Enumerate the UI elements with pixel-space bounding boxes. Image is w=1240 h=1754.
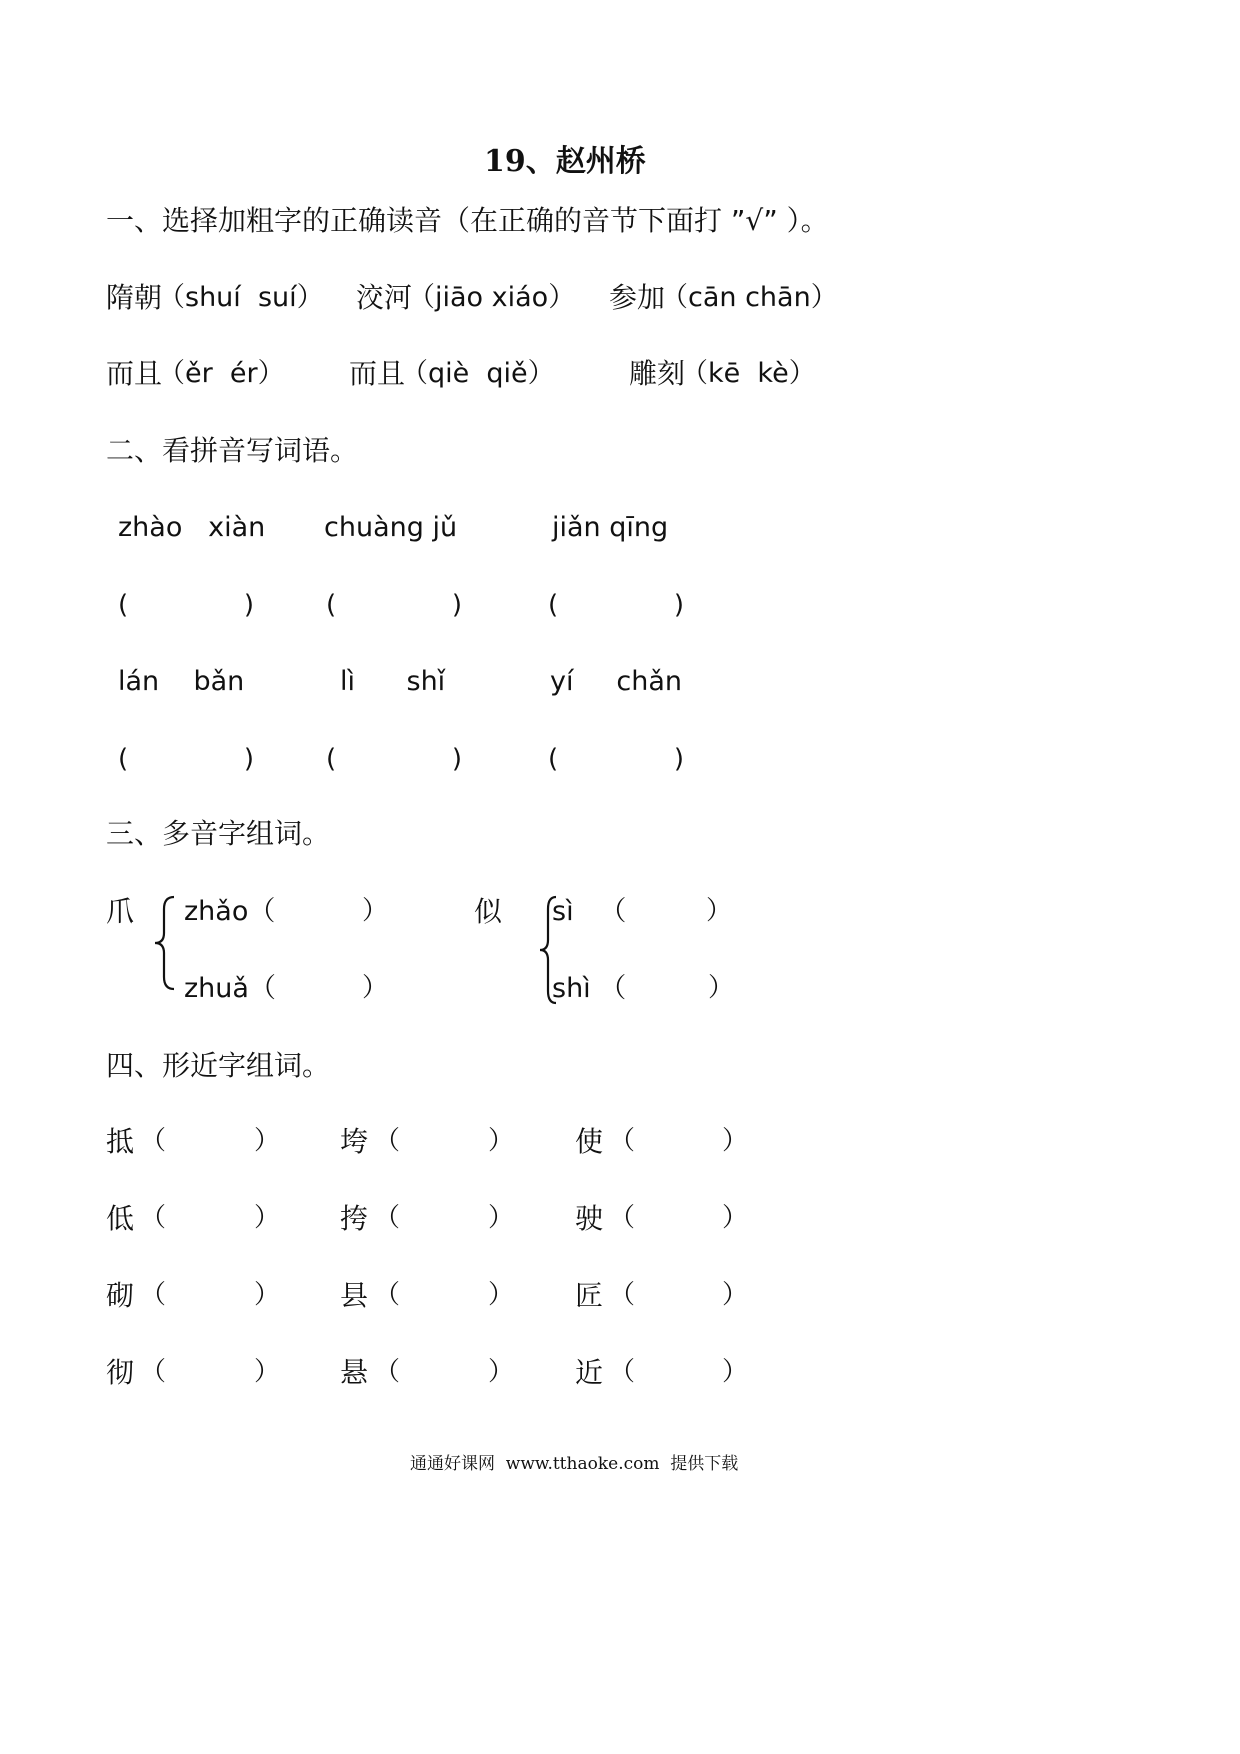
answer-blank-open[interactable]: （: [609, 1280, 636, 1310]
q1-word: 隋朝: [106, 281, 163, 314]
q1-options: （kē kè）: [681, 358, 816, 389]
q1-options: （ěr ér）: [158, 358, 285, 389]
similar-char: 匠: [575, 1279, 604, 1312]
answer-blank-open[interactable]: （: [140, 1126, 167, 1156]
answer-blank-open[interactable]: （: [140, 1357, 167, 1387]
answer-blank-close[interactable]: ）: [706, 896, 733, 926]
answer-blank[interactable]: ( ): [326, 590, 462, 620]
q1-word: 参加: [609, 281, 666, 314]
q1-options: （jiāo xiáo）: [408, 282, 576, 313]
pinyin-item: jiǎn qīng: [552, 512, 669, 543]
q1-word: 雕刻: [629, 357, 686, 390]
answer-blank-open[interactable]: （: [609, 1203, 636, 1233]
answer-blank-close[interactable]: ）: [488, 1126, 515, 1156]
reading-label: shì （: [552, 973, 627, 1004]
answer-blank-close[interactable]: ）: [488, 1203, 515, 1233]
answer-blank-open[interactable]: （: [374, 1280, 401, 1310]
q1-word: 洨河: [356, 281, 413, 314]
answer-blank-open[interactable]: （: [374, 1203, 401, 1233]
q1-options: （shuí suí）: [158, 282, 324, 313]
pinyin-item: yí chǎn: [550, 666, 683, 697]
pinyin-item: lì shǐ: [340, 666, 446, 697]
answer-blank-close[interactable]: ）: [722, 1203, 749, 1233]
similar-char: 近: [575, 1356, 604, 1389]
reading-label: zhuǎ（: [184, 973, 276, 1004]
page-title: 19、赵州桥: [484, 144, 646, 179]
answer-blank-close[interactable]: ）: [488, 1357, 515, 1387]
answer-blank[interactable]: ( ): [118, 590, 254, 620]
answer-blank[interactable]: ( ): [118, 744, 254, 774]
answer-blank-close[interactable]: ）: [722, 1280, 749, 1310]
similar-char: 驶: [575, 1202, 604, 1235]
answer-blank-close[interactable]: ）: [722, 1126, 749, 1156]
similar-char: 砌: [106, 1279, 135, 1312]
answer-blank-open[interactable]: （: [609, 1126, 636, 1156]
q1-word: 而且: [106, 357, 163, 390]
section-4-heading: 四、形近字组词。: [106, 1049, 331, 1082]
polyphone-char: 爪: [106, 895, 135, 928]
answer-blank-close[interactable]: ）: [362, 973, 389, 1003]
similar-char: 彻: [106, 1356, 135, 1389]
section-1-heading: 一、选择加粗字的正确读音（在正确的音节下面打 ”√” ）。: [106, 204, 829, 237]
reading-label: sì （: [552, 896, 627, 927]
q1-options: （qiè qiě）: [401, 358, 555, 389]
answer-blank[interactable]: ( ): [548, 590, 684, 620]
answer-blank-open[interactable]: （: [140, 1280, 167, 1310]
similar-char: 使: [575, 1125, 604, 1158]
page-footer: 通通好课网 www.tthaoke.com 提供下载: [410, 1454, 739, 1474]
answer-blank-close[interactable]: ）: [722, 1357, 749, 1387]
q1-options: （cān chān）: [661, 282, 838, 313]
answer-blank-open[interactable]: （: [609, 1357, 636, 1387]
answer-blank-close[interactable]: ）: [254, 1203, 281, 1233]
section-2-heading: 二、看拼音写词语。: [106, 434, 359, 467]
section-3-heading: 三、多音字组词。: [106, 817, 331, 850]
answer-blank-close[interactable]: ）: [254, 1126, 281, 1156]
answer-blank-open[interactable]: （: [374, 1357, 401, 1387]
answer-blank-open[interactable]: （: [374, 1126, 401, 1156]
q1-word: 而且: [349, 357, 406, 390]
answer-blank-close[interactable]: ）: [254, 1357, 281, 1387]
similar-char: 悬: [340, 1356, 369, 1389]
similar-char: 垮: [340, 1125, 369, 1158]
answer-blank[interactable]: ( ): [326, 744, 462, 774]
polyphone-char: 似: [474, 895, 503, 928]
left-brace-icon: [152, 895, 178, 991]
similar-char: 县: [340, 1279, 369, 1312]
answer-blank-close[interactable]: ）: [362, 896, 389, 926]
answer-blank-close[interactable]: ）: [254, 1280, 281, 1310]
similar-char: 挎: [340, 1202, 369, 1235]
answer-blank[interactable]: ( ): [548, 744, 684, 774]
answer-blank-open[interactable]: （: [140, 1203, 167, 1233]
reading-label: zhǎo（: [184, 896, 276, 927]
pinyin-item: zhào xiàn: [118, 512, 266, 543]
answer-blank-close[interactable]: ）: [708, 973, 735, 1003]
similar-char: 低: [106, 1202, 135, 1235]
answer-blank-close[interactable]: ）: [488, 1280, 515, 1310]
pinyin-item: chuàng jǔ: [324, 512, 458, 543]
similar-char: 抵: [106, 1125, 135, 1158]
pinyin-item: lán bǎn: [118, 666, 245, 697]
